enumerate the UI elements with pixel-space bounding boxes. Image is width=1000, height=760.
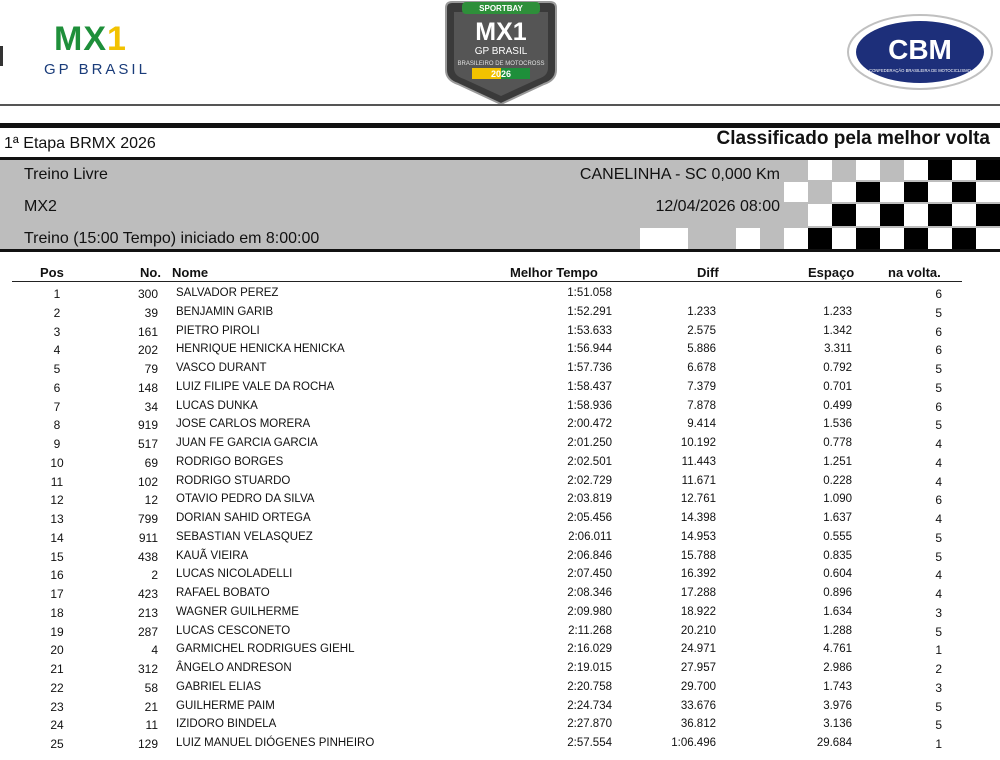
cell-rider-name: LUIZ MANUEL DIÓGENES PINHEIRO xyxy=(176,737,375,749)
cell-rider-name: PIETRO PIROLI xyxy=(176,324,260,337)
cell-diff: 36.812 xyxy=(680,718,716,731)
cell-diff: 6.678 xyxy=(687,362,716,374)
table-row xyxy=(0,641,1000,660)
cell-diff: 16.392 xyxy=(680,568,716,581)
cell-gap: 3.136 xyxy=(823,718,852,731)
cell-lap: 1 xyxy=(935,643,942,658)
cell-diff: 20.210 xyxy=(680,624,716,637)
cell-diff: 27.957 xyxy=(680,662,716,674)
cell-position: 14 xyxy=(50,530,64,545)
cell-best-time: 1:58.936 xyxy=(567,399,612,412)
table-row xyxy=(0,660,1000,679)
cell-number: 161 xyxy=(137,324,158,339)
cell-diff: 18.922 xyxy=(680,605,716,618)
cell-position: 10 xyxy=(50,455,64,470)
cell-position: 20 xyxy=(50,643,64,658)
cell-gap: 1.637 xyxy=(823,512,852,524)
cell-best-time: 2:07.450 xyxy=(567,568,612,581)
cell-lap: 6 xyxy=(935,324,942,339)
cell-gap: 4.761 xyxy=(823,643,852,656)
table-row xyxy=(0,679,1000,698)
cell-lap: 4 xyxy=(935,455,942,470)
cell-gap: 29.684 xyxy=(816,737,852,749)
table-row xyxy=(0,491,1000,510)
header-number: No. xyxy=(140,265,161,280)
table-row xyxy=(0,341,1000,360)
table-row xyxy=(0,623,1000,642)
cell-lap: 5 xyxy=(935,699,942,714)
table-row xyxy=(0,285,1000,304)
cell-lap: 4 xyxy=(935,512,942,526)
cell-gap: 0.604 xyxy=(823,568,852,581)
header-name: Nome xyxy=(172,265,209,280)
cell-diff: 1.233 xyxy=(687,305,716,318)
table-row xyxy=(0,398,1000,417)
header-pos: Pos xyxy=(40,265,64,280)
cell-position: 24 xyxy=(50,718,64,733)
cell-rider-name: ÂNGELO ANDRESON xyxy=(176,662,292,674)
cell-diff: 11.671 xyxy=(681,474,716,487)
cell-best-time: 2:11.268 xyxy=(568,624,612,637)
table-row xyxy=(0,379,1000,398)
cell-diff: 29.700 xyxy=(680,680,716,693)
cell-position: 8 xyxy=(53,418,61,433)
cell-position: 21 xyxy=(50,662,64,676)
cell-best-time: 2:16.029 xyxy=(567,643,612,656)
cell-lap: 5 xyxy=(935,718,942,733)
cell-best-time: 2:02.729 xyxy=(567,474,612,487)
cell-lap: 1 xyxy=(935,737,942,751)
mx1-shield-badge xyxy=(438,0,564,106)
mx1-gp-brasil-logo xyxy=(44,22,184,82)
cell-diff: 15.788 xyxy=(680,549,716,562)
cell-best-time: 1:53.633 xyxy=(567,324,612,337)
cell-diff: 10.192 xyxy=(680,437,716,449)
cell-lap: 4 xyxy=(935,437,942,451)
cell-diff: 1:06.496 xyxy=(671,737,716,749)
cell-rider-name: SEBASTIAN VELASQUEZ xyxy=(176,530,313,543)
cell-number: 21 xyxy=(144,699,158,714)
cell-rider-name: GARMICHEL RODRIGUES GIEHL xyxy=(176,643,355,656)
svg-text:SPORTBAY: SPORTBAY xyxy=(479,4,523,13)
logo-mx-text: MX xyxy=(54,20,107,58)
svg-text:CBM: CBM xyxy=(888,34,952,65)
table-row xyxy=(0,454,1000,473)
cell-rider-name: LUCAS CESCONETO xyxy=(176,624,291,637)
table-row xyxy=(0,473,1000,492)
event-stage-title: 1ª Etapa BRMX 2026 xyxy=(4,135,156,152)
cell-position: 19 xyxy=(50,624,64,639)
cell-number: 39 xyxy=(144,305,158,320)
cell-rider-name: JOSE CARLOS MORERA xyxy=(176,418,311,431)
cell-diff: 9.414 xyxy=(687,418,716,431)
cell-rider-name: DORIAN SAHID ORTEGA xyxy=(176,512,311,524)
cell-lap: 6 xyxy=(935,493,942,508)
cell-rider-name: IZIDORO BINDELA xyxy=(176,718,277,731)
table-row xyxy=(0,435,1000,454)
cell-number: 34 xyxy=(144,399,158,414)
cell-best-time: 2:06.846 xyxy=(567,549,612,562)
cell-lap: 5 xyxy=(935,418,942,433)
cell-diff: 11.443 xyxy=(681,455,716,468)
table-header-underline xyxy=(12,281,962,282)
cell-number: 79 xyxy=(144,362,158,376)
cell-diff: 24.971 xyxy=(680,643,716,656)
cell-gap: 0.792 xyxy=(823,362,852,374)
cell-position: 4 xyxy=(53,343,61,358)
cell-diff: 2.575 xyxy=(687,324,716,337)
cell-position: 16 xyxy=(50,568,64,583)
svg-text:CONFEDERAÇÃO BRASILEIRA DE MOT: CONFEDERAÇÃO BRASILEIRA DE MOTOCICLISMO xyxy=(869,68,971,73)
cell-gap: 1.342 xyxy=(823,324,852,337)
cell-lap: 3 xyxy=(935,605,942,620)
cell-best-time: 1:52.291 xyxy=(567,305,612,318)
cell-number: 423 xyxy=(137,587,158,601)
table-row xyxy=(0,304,1000,323)
table-row xyxy=(0,360,1000,379)
cell-lap: 5 xyxy=(935,530,942,545)
session-start-info: Treino (15:00 Tempo) iniciado em 8:00:00 xyxy=(24,230,320,247)
cell-position: 5 xyxy=(53,362,61,376)
logo-one-text: 1 xyxy=(107,20,127,58)
cell-position: 3 xyxy=(53,324,61,339)
cell-gap: 2.986 xyxy=(823,662,852,674)
cell-lap: 5 xyxy=(935,362,942,376)
cell-diff: 7.878 xyxy=(687,399,716,412)
cell-number: 213 xyxy=(137,605,158,620)
cell-lap: 5 xyxy=(935,380,942,395)
cell-rider-name: HENRIQUE HENICKA HENICKA xyxy=(176,343,345,356)
cell-best-time: 2:02.501 xyxy=(567,455,612,468)
cbm-logo xyxy=(846,12,994,92)
header-best-time: Melhor Tempo xyxy=(510,265,598,280)
cell-lap: 3 xyxy=(935,680,942,695)
cell-best-time: 2:00.472 xyxy=(567,418,612,431)
cell-rider-name: LUIZ FILIPE VALE DA ROCHA xyxy=(176,380,335,393)
cell-gap: 1.090 xyxy=(823,493,852,506)
classification-title: Classificado pela melhor volta xyxy=(716,128,990,149)
table-row xyxy=(0,698,1000,717)
table-row xyxy=(0,604,1000,623)
cell-position: 12 xyxy=(50,493,64,508)
cell-rider-name: LUCAS NICOLADELLI xyxy=(176,568,293,581)
cell-gap: 0.896 xyxy=(823,587,852,599)
cell-gap: 3.311 xyxy=(824,343,852,356)
cell-diff: 5.886 xyxy=(687,343,716,356)
header-lap: na volta. xyxy=(888,265,941,280)
cell-number: 69 xyxy=(144,455,158,470)
cell-gap: 0.228 xyxy=(823,474,852,487)
cell-lap: 5 xyxy=(935,624,942,639)
cell-best-time: 2:05.456 xyxy=(567,512,612,524)
cell-rider-name: GUILHERME PAIM xyxy=(176,699,275,712)
table-row xyxy=(0,585,1000,604)
cell-rider-name: SALVADOR PEREZ xyxy=(176,287,279,299)
svg-text:GP BRASIL: GP BRASIL xyxy=(474,46,528,57)
cell-position: 25 xyxy=(50,737,64,751)
cell-lap: 4 xyxy=(935,587,942,601)
category-name: MX2 xyxy=(24,198,57,215)
cell-gap: 0.701 xyxy=(823,380,852,393)
cell-gap: 0.778 xyxy=(823,437,852,449)
cell-number: 799 xyxy=(137,512,158,526)
cell-lap: 6 xyxy=(935,287,942,301)
cell-gap: 1.288 xyxy=(823,624,852,637)
cell-number: 911 xyxy=(138,530,158,545)
cell-best-time: 2:01.250 xyxy=(567,437,612,449)
cell-diff: 14.953 xyxy=(680,530,716,543)
session-info-panel xyxy=(0,160,1000,250)
cell-rider-name: VASCO DURANT xyxy=(176,362,267,374)
cell-rider-name: KAUÃ VIEIRA xyxy=(176,549,249,562)
cell-position: 6 xyxy=(53,380,61,395)
cell-number: 438 xyxy=(137,549,158,564)
session-name: Treino Livre xyxy=(24,166,108,183)
table-row xyxy=(0,566,1000,585)
cell-number: 12 xyxy=(144,493,158,508)
cell-best-time: 2:27.870 xyxy=(567,718,612,731)
cell-gap: 1.634 xyxy=(823,605,852,618)
cell-best-time: 2:24.734 xyxy=(567,699,612,712)
table-row xyxy=(0,416,1000,435)
panel-bottom-bar xyxy=(0,249,1000,252)
cell-position: 17 xyxy=(50,587,64,601)
cell-rider-name: BENJAMIN GARIB xyxy=(176,305,274,318)
cell-lap: 4 xyxy=(935,474,942,489)
cell-position: 18 xyxy=(50,605,64,620)
cell-number: 517 xyxy=(137,437,158,451)
table-row xyxy=(0,529,1000,548)
cell-number: 287 xyxy=(137,624,158,639)
session-datetime: 12/04/2026 08:00 xyxy=(655,198,780,215)
cell-number: 148 xyxy=(137,380,158,395)
cell-number: 102 xyxy=(137,474,158,489)
table-row xyxy=(0,548,1000,567)
table-row xyxy=(0,323,1000,342)
cell-position: 15 xyxy=(50,549,64,564)
cell-best-time: 1:57.736 xyxy=(567,362,612,374)
cell-number: 58 xyxy=(144,680,158,695)
cell-gap: 1.536 xyxy=(823,418,852,431)
cell-rider-name: GABRIEL ELIAS xyxy=(176,680,262,693)
logo-subtitle: GP BRASIL xyxy=(44,61,150,78)
cell-position: 9 xyxy=(53,437,61,451)
header-gap: Espaço xyxy=(808,265,855,280)
cell-gap: 1.743 xyxy=(823,680,852,693)
cell-number: 312 xyxy=(137,662,158,676)
table-row xyxy=(0,716,1000,735)
cell-position: 7 xyxy=(53,399,61,414)
cell-best-time: 2:57.554 xyxy=(567,737,612,749)
cell-number: 919 xyxy=(137,418,158,433)
cell-number: 202 xyxy=(137,343,158,358)
cell-best-time: 1:58.437 xyxy=(567,380,612,393)
header-diff: Diff xyxy=(697,265,719,280)
cell-gap: 1.233 xyxy=(823,305,852,318)
svg-text:MX1: MX1 xyxy=(475,18,527,46)
cell-lap: 6 xyxy=(935,343,942,358)
cell-position: 13 xyxy=(50,512,64,526)
cell-number: 2 xyxy=(151,568,158,583)
cell-best-time: 2:19.015 xyxy=(567,662,612,674)
cell-position: 22 xyxy=(50,680,64,695)
cell-number: 11 xyxy=(145,718,158,733)
cell-best-time: 1:56.944 xyxy=(567,343,612,356)
cell-lap: 2 xyxy=(935,662,942,676)
table-row xyxy=(0,510,1000,529)
cell-gap: 0.555 xyxy=(823,530,852,543)
cell-diff: 7.379 xyxy=(687,380,716,393)
cell-position: 11 xyxy=(50,474,64,489)
cell-rider-name: WAGNER GUILHERME xyxy=(176,605,299,618)
cell-position: 1 xyxy=(53,287,61,301)
track-location: CANELINHA - SC 0,000 Km xyxy=(579,166,780,183)
cell-gap: 1.251 xyxy=(823,455,852,468)
svg-text:2026: 2026 xyxy=(490,69,512,79)
cell-lap: 4 xyxy=(935,568,942,583)
cell-rider-name: JUAN FE GARCIA GARCIA xyxy=(176,437,318,449)
cell-gap: 3.976 xyxy=(823,699,852,712)
cell-best-time: 2:03.819 xyxy=(567,493,612,506)
cell-best-time: 1:51.058 xyxy=(567,287,612,299)
cell-lap: 5 xyxy=(935,549,942,564)
cell-diff: 33.676 xyxy=(680,699,716,712)
cell-number: 4 xyxy=(151,643,158,658)
header-divider xyxy=(0,104,1000,106)
cell-diff: 17.288 xyxy=(680,587,716,599)
cell-number: 300 xyxy=(137,287,158,301)
cell-lap: 6 xyxy=(935,399,942,414)
left-edge-mark xyxy=(0,46,3,66)
cell-rider-name: LUCAS DUNKA xyxy=(176,399,258,412)
cell-best-time: 2:09.980 xyxy=(567,605,612,618)
results-table-body xyxy=(0,285,1000,754)
cell-diff: 14.398 xyxy=(680,512,716,524)
cell-position: 2 xyxy=(53,305,61,320)
cell-gap: 0.835 xyxy=(823,549,852,562)
cell-rider-name: RAFAEL BOBATO xyxy=(176,587,270,599)
cell-best-time: 2:20.758 xyxy=(567,680,612,693)
cell-rider-name: RODRIGO BORGES xyxy=(176,455,284,468)
cell-number: 129 xyxy=(137,737,158,751)
cell-diff: 12.761 xyxy=(680,493,716,506)
cell-position: 23 xyxy=(50,699,64,714)
cell-lap: 5 xyxy=(935,305,942,320)
svg-text:BRASILEIRO DE MOTOCROSS: BRASILEIRO DE MOTOCROSS xyxy=(457,61,545,67)
cell-best-time: 2:06.011 xyxy=(568,530,612,543)
results-table-header xyxy=(0,264,1000,282)
cell-gap: 0.499 xyxy=(823,399,852,412)
table-row xyxy=(0,735,1000,754)
cell-rider-name: RODRIGO STUARDO xyxy=(176,474,291,487)
cell-rider-name: OTAVIO PEDRO DA SILVA xyxy=(176,493,315,506)
cell-best-time: 2:08.346 xyxy=(567,587,612,599)
